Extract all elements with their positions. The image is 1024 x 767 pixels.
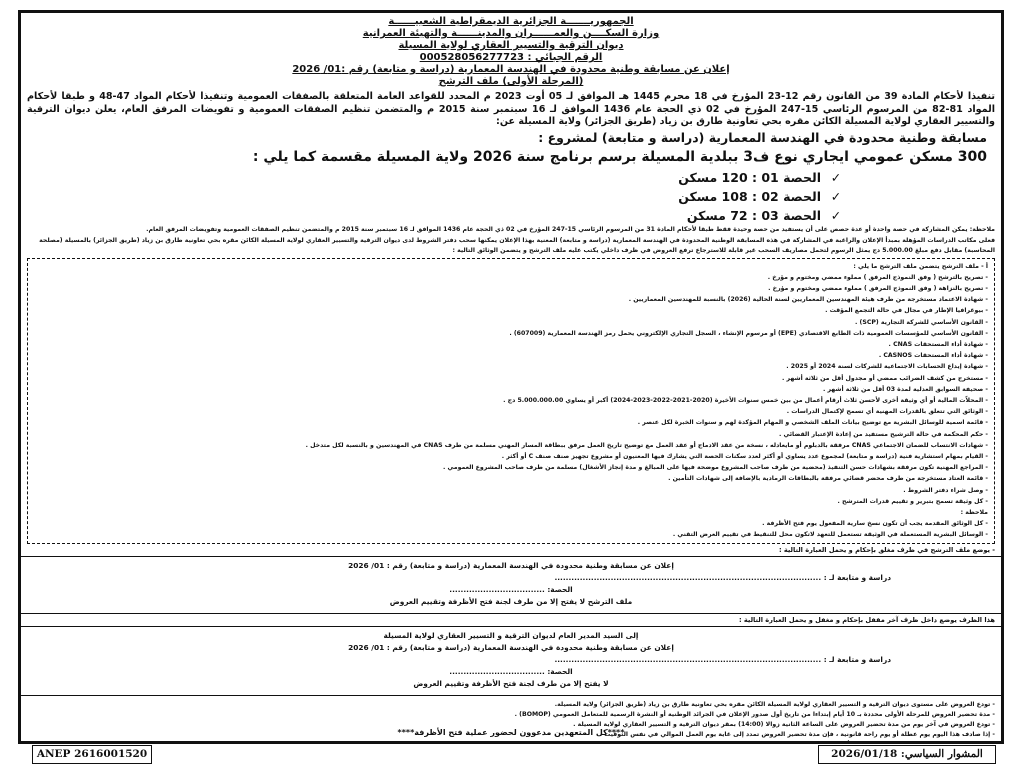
tranche-label: الحصة 03 : 72 مسكن bbox=[686, 207, 821, 223]
footer-list bbox=[21, 700, 1001, 744]
dossier-line: - المراجع المهنية تكون مرفقة بشهادات حسن التنفيذ (محضية من طرف صاحب المشروع موضحة فيها على المبالغ و مدة إنجاز الأشغال) مسلمة من طرف صاحب المشروع العمومي . bbox=[442, 464, 988, 472]
dossier-line: - القانون الأساسي للشركة التجارية (SCP) . bbox=[855, 318, 988, 326]
envelope-line: لا يفتح إلا من طرف لجنة فتح الأظرفة وتقييم العروض bbox=[413, 678, 609, 688]
dossier-line: - القيام بمهام استشارية فنية (دراسة و متابعة) لمجموع عدد يساوي أو أكثر لعدد سكنات الحصة التي يشارك فيها المعنيون أو مشروع تجهيز صنف صنف C أو أكثر . bbox=[501, 452, 988, 460]
footer-item: - تودع العروض على مستوى ديوان الترقية و التسيير العقاري لولاية المسيلة الكائن مقره بحي تعاونية طارق بن زياد (طريق الجزائر) ولاية المسيلة. bbox=[554, 700, 995, 708]
inner-envelope bbox=[21, 556, 1001, 614]
tranche-item bbox=[21, 206, 851, 225]
footer-item: - مدة تحضير العروض للمرحلة الأولى محددة بـ 10 أيام إبتداءا من تاريخ أول صدور الإعلان في الجرائد الوطنية أو النشرة الرسمية للمتعامل العمومي (BOMOP) . bbox=[514, 710, 995, 718]
dossier-line: - صحيفة السوابق العدلية لمدة 03 أقل من ثلاثة أشهر . bbox=[822, 385, 988, 393]
footer-item: - إذا صادف هذا اليوم يوم عطلة أو يوم راحة قانونية ، فإن مدة تحضير العروض تمدد إلى غاية يوم العمل الموالي في نفس التوقيت . bbox=[599, 730, 995, 738]
envelope-line: الحصة: .................................. bbox=[449, 584, 573, 594]
dossier-line: - شهادة أداء المستحقات CNAS . bbox=[888, 340, 988, 348]
footer-item: - تودع العروض في آخر يوم من مدة تحضير العروض على الساعة الثانية زوالا (14:00) بمقر ديوان الترقية و التسيير العقاري لولاية المسيلة . bbox=[573, 720, 995, 728]
dossier-line: - حكم المحكمة في حالة الترشيح مستفيد من إعادة الإعتبار القضائي . bbox=[778, 430, 988, 438]
envelope-line: ملف الترشح لا يفتح إلا من طرف لجنة فتح الأظرفة وتقييم العروض bbox=[389, 596, 633, 606]
dossier-line: أ - ملف الترشح يتضمن ملف الترشح ما يلي : bbox=[853, 262, 988, 270]
dossier-line: - مستخرج من كشف الضرائب ممضي أو مجدول أقل من ثلاثة أشهر . bbox=[782, 374, 988, 382]
envelope-line: دراسة و متابعة لـ : ............................................................................................... bbox=[554, 654, 891, 664]
tranche-item bbox=[21, 187, 851, 206]
dossier-line: - الوثائق التي تتعلق بالقدرات المهنية أي تسمح لإكتمال الدراسات . bbox=[786, 408, 988, 416]
dossier-line: - المحلاّت المالية أو أي وثيقة أخرى لأحسن ثلاث أرقام أعمال من بين خمس سنوات الأخيرة (2020-2021-2022-2023-2024) أكبر أو يساوي 5.000.000.00 دج . bbox=[503, 396, 988, 404]
dossier-box bbox=[27, 258, 995, 544]
competition-title: مسابقة وطنية محدودة في الهندسة المعمارية (دراسة و متابعة) لمشروع : bbox=[538, 129, 987, 145]
eligibility-paragraph: فعلى مكاتب الدراسات المؤهلة بمبدأ الإعلان والراغبة في المشاركة في هذه المسابقة الوطنية المحدودة في الهندسة المعمارية (دراسة و متابعة) المعنية بهذا الإعلان يمكنها سحب دفتر الشروط لدى ديوان الترقية والتسيير العقاري لولاية المسيلة الكائن مقره بحي تعاونية طارق بن زياد (طريق الجزائر) بالمسيلة (مصلحة المحاسبة) مقابل دفع مبلغ 5.000.00 دج يمثل الرسوم لتحمل مصاريف السحب غير قابلة للاسترجاع ترفع العروض في ظرف داخلي يكتب عليه ملف الترشح و يتضمن الوثائق التالية : bbox=[39, 236, 995, 254]
checkmark-icon: ✓ bbox=[830, 169, 842, 185]
footer-item bbox=[27, 740, 995, 744]
dossier-line: - قائمة اسمية للوسائل البشرية مع توضيح بيانات الملف الشخصي و المهام المؤكدة لهم و سنوات الخبرة لكل عنصر . bbox=[637, 419, 988, 427]
envelope-line: دراسة و متابعة لـ : ............................................................................................... bbox=[554, 572, 891, 582]
dossier-line: - قائمة العتاد مستخرجة من طرف محضر قضائي مرفقة بالبطاقات الرمادية بالإضافة إلى شهادات التأمين . bbox=[668, 475, 988, 483]
dossier-line: - شهادات الانتساب للضمان الاجتماعي CNAS مرفقة بالدبلوم أو مايعادله ، نسخة من عقد الادماج أو عقد العمل مع توضيح تاريخ العمل مرفق ببطاقة المسار المهني مسلمة من طرف CNAS في المهندسين و بالنسبة لكل متدخل . bbox=[305, 441, 988, 449]
envelope-line: إلى السيد المدير العام لديوان الترقية و التسيير العقاري لولاية المسيلة bbox=[383, 630, 639, 640]
tranche-label: الحصة 01 : 120 مسكن bbox=[678, 169, 821, 185]
outer-envelope bbox=[21, 626, 1001, 696]
ministry-title: وزارة السكــــن والعمــــــران والمدينــــــة والتهيئة العمرانية bbox=[362, 28, 660, 39]
dossier-line: - بيوغرافيا الإطار في مجال في حالة التجمع المؤقت . bbox=[825, 307, 988, 315]
office-title: ديوان الترقية والتسيير العقاري لولاية المسيلة bbox=[398, 40, 624, 51]
republic-title: الجمهوريـــــــة الجزائرية الديمقراطية الشعبيــــــة bbox=[388, 16, 634, 27]
checkmark-icon: ✓ bbox=[830, 207, 842, 223]
dossier-line: - تصريح بالنزاهة ( وفق النموذج المرفق ) مملوء ممضي ومختوم و مؤرخ . bbox=[768, 284, 988, 292]
announcement-page bbox=[18, 10, 1004, 744]
announcement-title: إعلان عن مسابقة وطنية محدودة في الهندسة المعمارية (دراسة و متابعة) رقم :01/ 2026 bbox=[292, 64, 730, 75]
tranche-item bbox=[21, 168, 851, 187]
dossier-line: - كل وثيقة تسمح بتبرير و تقييم قدرات المترشح . bbox=[837, 497, 988, 505]
header-block bbox=[21, 16, 1001, 88]
dossier-line: - كل الوثائق المقدمة يجب أن تكون نسخ سارية المفعول يوم فتح الأظرفة . bbox=[762, 520, 988, 528]
envelope-line: الحصة: .................................. bbox=[449, 666, 573, 676]
tranche-list bbox=[21, 168, 1001, 225]
envelope-line: إعلان عن مسابقة وطنية محدودة في الهندسة المعمارية (دراسة و متابعة) رقم : 01/ 2026 bbox=[348, 642, 674, 652]
intro-paragraph: تنفيذا لأحكام المادة 39 من القانون رقم 12-23 المؤرخ في 18 محرم 1445 هـ الموافق لـ 05 أوت 2023 م المحدد للقواعد العامة المتعلقة بالصفقات العمومية وتنفيذا لأحكام المواد 47-48 و طبقا لأحكام المواد 81-82 من المرسوم الرئاسي 15-247 المؤرخ في 02 ذي الحجة عام 1436 الموافق لـ 16 سبتمبر سنة 2015 م والمتضمن تنظيم الصفقات العمومية و تفويضات المرفق العام، يعلن ديوان الترقية والتسيير العقاري لولاية المسيلة الكائن مقره بحي تعاونية طارق بن زياد (طريق الجزائر) ولاية المسيلة عن: bbox=[27, 91, 995, 127]
dossier-line: - شهادة الاعتماد مستخرجة من طرف هيئة المهندسين المعماريين لسنة الحالية (2026) بالنسبة للمهندسين المعماريين . bbox=[628, 296, 988, 304]
anep-number: ANEP 2616001520 bbox=[32, 745, 152, 764]
dossier-line: - شهادة أداء المستحقات CASNOS . bbox=[878, 352, 988, 360]
dossier-line: - الوسائل البشرية المستعملة في الوثيقة تستعمل للتعهد لاتكون محل للتنقيط في تقييم العرض التقني . bbox=[672, 531, 988, 539]
insert-label: - يوضع ملف الترشح في ظرف مغلق بإحكام و يحمل العبارة التالية : bbox=[778, 545, 995, 554]
checkmark-icon: ✓ bbox=[830, 188, 842, 204]
dossier-line: ملاحظة : bbox=[960, 508, 988, 516]
phase-title: (المرحلة الأولى) ملف الترشح bbox=[438, 76, 584, 87]
closing-line: ****كل المتعهدين مدعوون لحضور عملية فتح الأظرفة**** bbox=[397, 728, 625, 737]
dossier-line: - تصريح بالترشح ( وفق النموذج المرفق ) مملوء ممضي ومختوم و مؤرخ . bbox=[767, 273, 988, 281]
dossier-line: - شهادة إيداع الحسابات الاجتماعية للشركات لسنة 2024 أو 2025 . bbox=[786, 363, 988, 371]
dossier-line: - وصل شراء دفتر الشروط . bbox=[903, 486, 988, 494]
envelope-line: إعلان عن مسابقة وطنية محدودة في الهندسة المعمارية (دراسة و متابعة) رقم : 01/ 2026 bbox=[348, 560, 674, 570]
dossier-line: - القانون الأساسي للمؤسسات العمومية ذات الطابع الاقتصادي (EPE) أو مرسوم الإنشاء ، السجل التجاري الإلكتروني يحمل رمز الهندسة المعمارية (607009) . bbox=[509, 329, 988, 337]
outer-label: هذا الظرف يوضع داخل ظرف آخر مقفل بإحكام و مغفل و يحمل العبارة التالية : bbox=[738, 615, 995, 624]
note-paragraph: ملاحظة: يمكن المشاركة في حصة واحدة أو عدة حصص على أن يستفيد من حصة وحيدة فقط طبقا لأحكام المادة 31 من المرسوم الرئاسي 15-247 المؤرخ في 02 ذي الحجة عام 1436 الموافق لـ 16 سبتمبر سنة 2015 م والمتضمن تنظيم الصفقات العمومية وتفويضات المرفق العام. bbox=[146, 225, 995, 233]
tax-id: الرقم الجبائي : 000528056277723 bbox=[419, 52, 603, 63]
publication-date: المشوار السياسي: 2026/01/18 bbox=[818, 745, 996, 764]
project-title: 300 مسكن عمومي ايجاري نوع ف3 ببلدية المسيلة برسم برنامج سنة 2026 ولاية المسيلة مقسمة كما يلي : bbox=[252, 148, 987, 165]
tranche-label: الحصة 02 : 108 مسكن bbox=[678, 188, 821, 204]
